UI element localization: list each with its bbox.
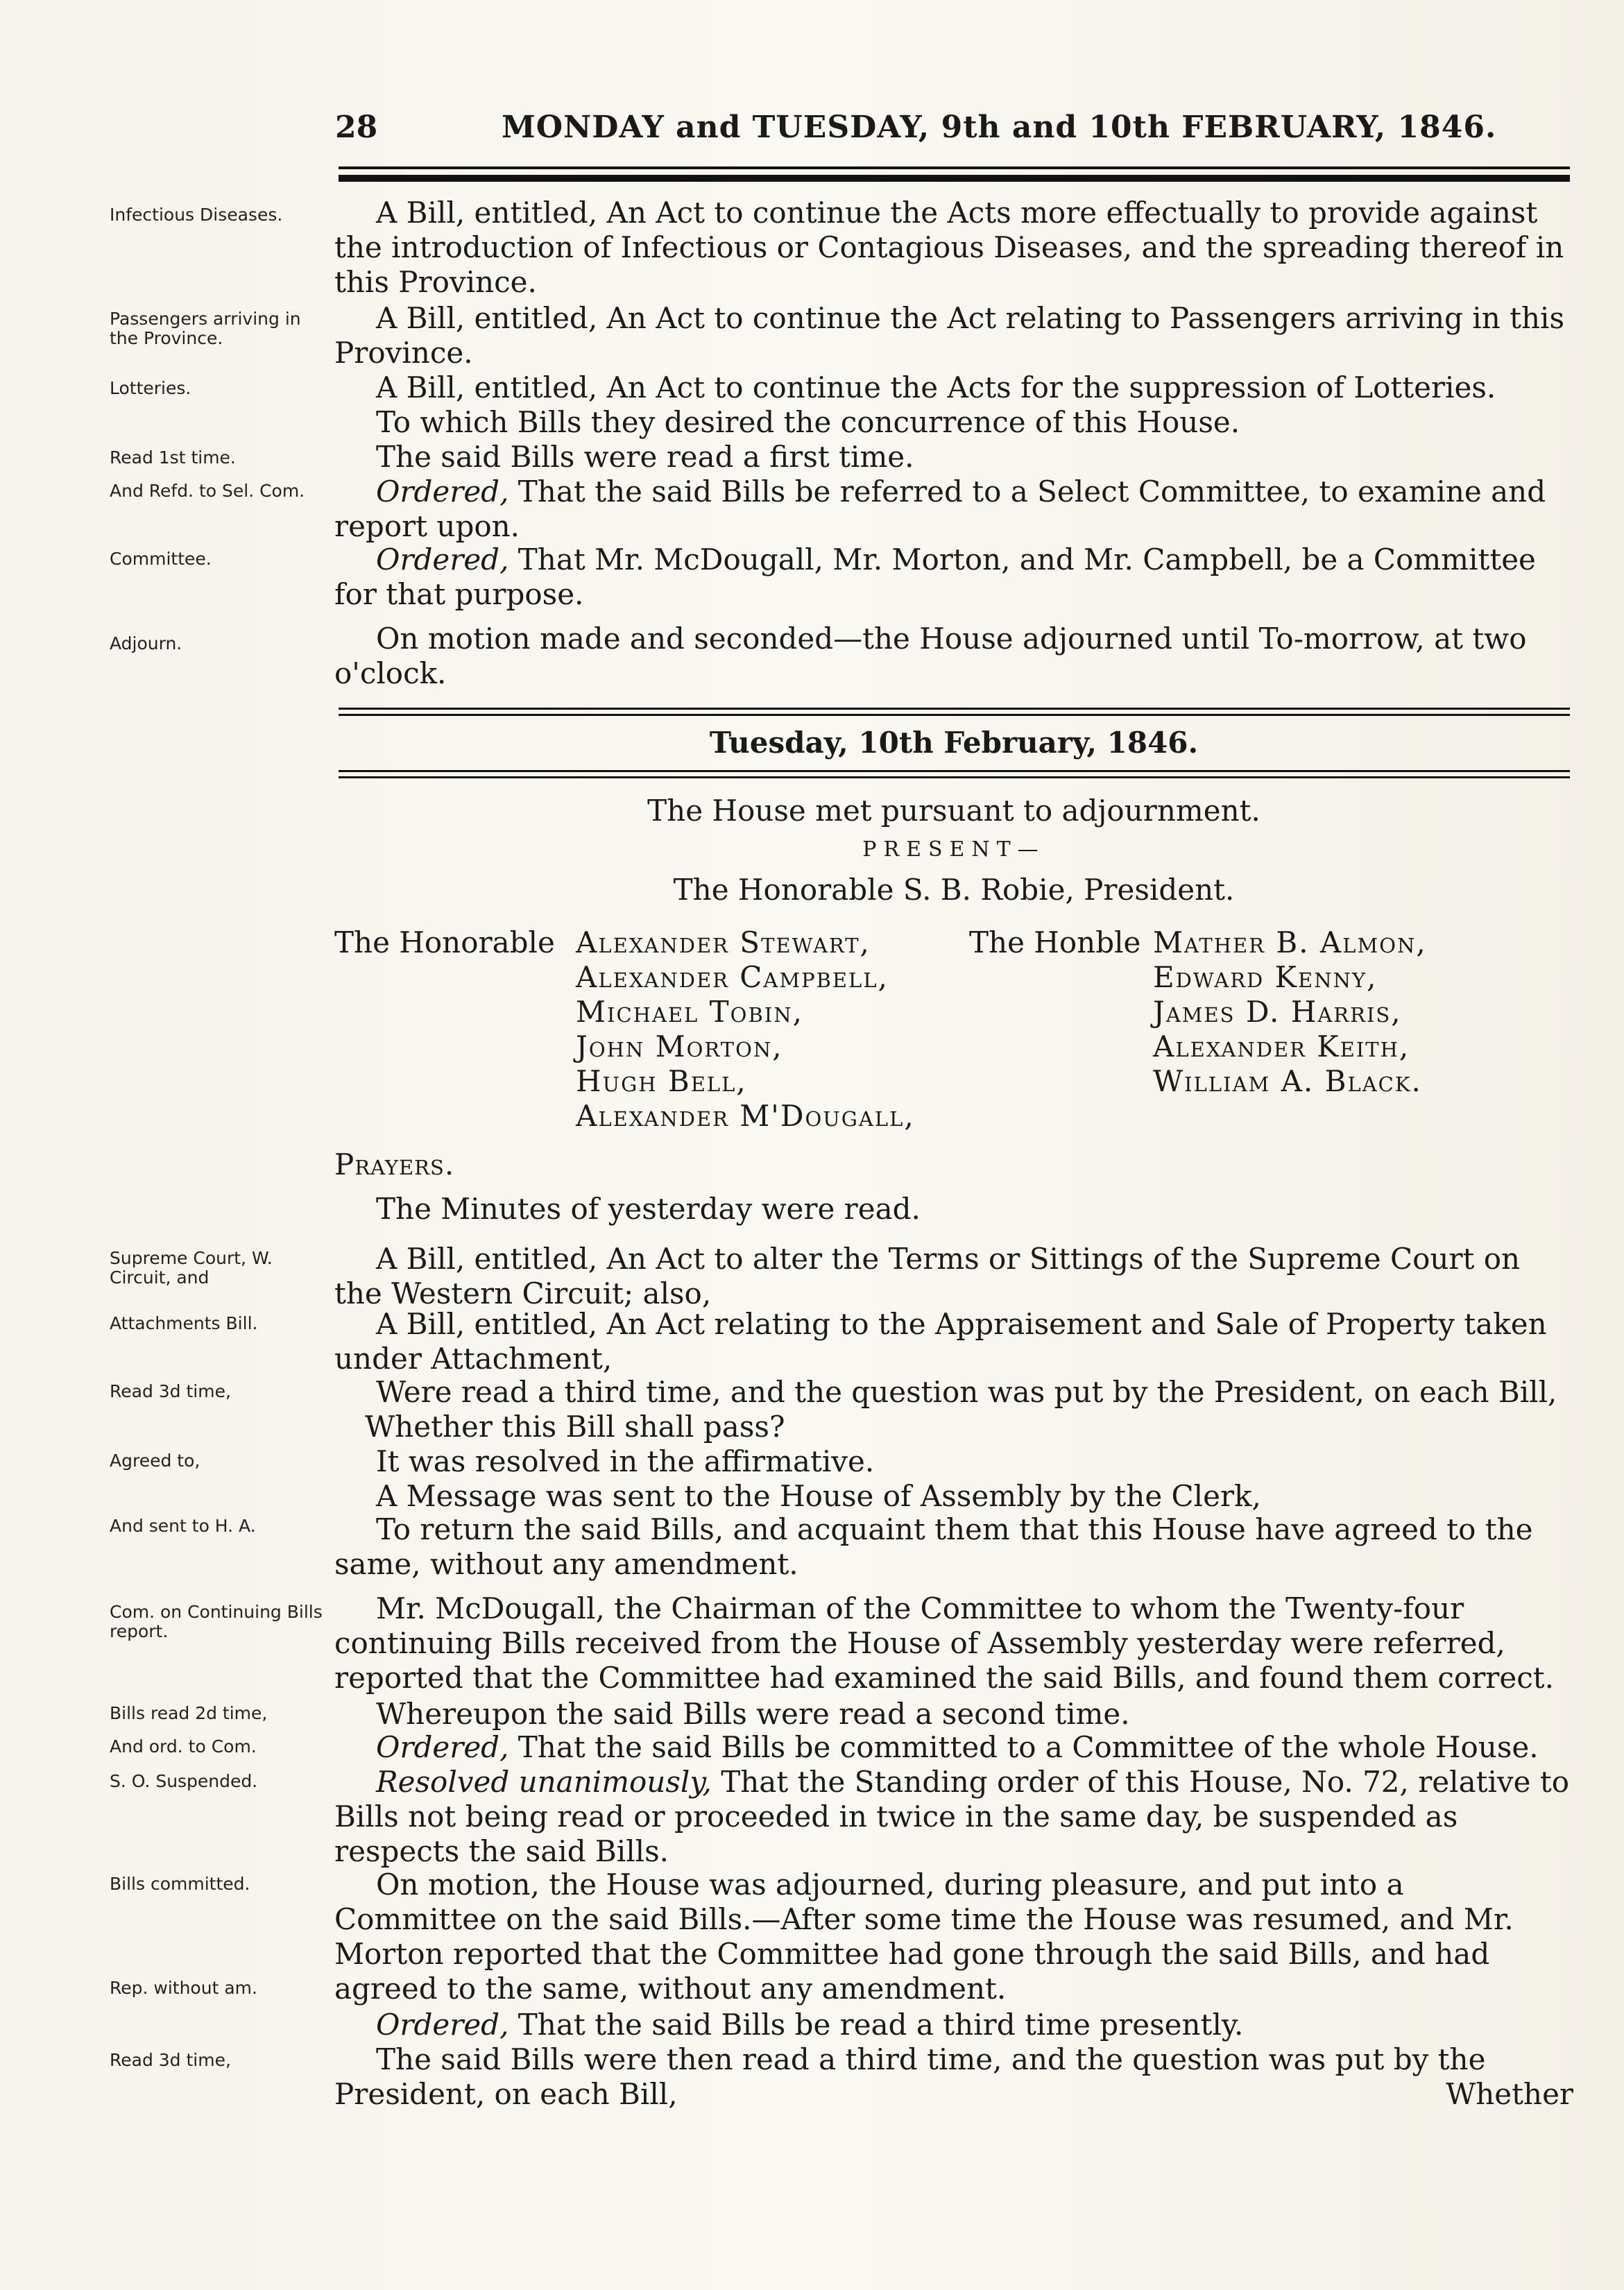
lead-word: Resolved unanimously,	[376, 1765, 712, 1799]
page-title: MONDAY and TUESDAY, 9th and 10th FEBRUARY, 1846.	[502, 110, 1497, 145]
margin-note: Supreme Court, W. Circuit, and	[110, 1248, 273, 1288]
paragraph: Resolved unanimously, That the Standing order of this House, No. 72, relative to Bills not being read or proceeded in twice in the same day, be suspended as respects the said Bills.	[334, 1765, 1570, 1868]
member-name: John Morton,	[576, 1029, 783, 1063]
member-name: Alexander Keith,	[1153, 1029, 1410, 1063]
margin-note: Attachments Bill.	[110, 1313, 258, 1333]
page-header	[335, 110, 1570, 154]
members-list	[334, 925, 1573, 1147]
prayers-line: Prayers.	[334, 1147, 455, 1181]
margin-note: Read 3d time,	[110, 1381, 231, 1401]
margin-note: Passengers arriving in the Province.	[110, 309, 301, 348]
margin-note: Com. on Continuing Bills report.	[110, 1602, 323, 1641]
paragraph: To return the said Bills, and acquaint them that this House have agreed to the same, without any amendment.	[334, 1512, 1533, 1581]
member-name: Alexander Stewart,	[576, 925, 871, 959]
paragraph: Ordered, That the said Bills be read a third time presently.	[376, 2008, 1244, 2042]
page-number: 28	[335, 110, 378, 145]
margin-note: Agreed to,	[110, 1451, 200, 1471]
catchword: Whether	[1446, 2077, 1573, 2111]
paragraph: Ordered, That the said Bills be committed to a Committee of the whole House.	[376, 1730, 1539, 1764]
margin-note: Read 3d time,	[110, 2050, 231, 2070]
header-rule	[339, 166, 1570, 182]
paragraph: A Bill, entitled, An Act to continue the Acts for the suppression of Lotteries.	[376, 370, 1496, 404]
lead-word: Ordered,	[376, 1730, 509, 1764]
members-right	[1153, 925, 1427, 1099]
minutes-line: The Minutes of yesterday were read.	[376, 1192, 921, 1226]
member-name: Alexander M'Dougall,	[576, 1099, 915, 1133]
paragraph: It was resolved in the affirmative.	[376, 1444, 875, 1478]
paragraph: Ordered, That Mr. McDougall, Mr. Morton, and Mr. Campbell, be a Committee for that purpose.	[334, 542, 1536, 611]
paragraph: The said Bills were read a first time.	[376, 440, 914, 474]
margin-note: Rep. without am.	[110, 1978, 257, 1998]
present-heading: PRESENT—	[862, 837, 1045, 862]
honorable-label: The Honorable	[334, 925, 555, 959]
lead-word: Ordered,	[376, 542, 509, 576]
lead-word: Ordered,	[376, 2008, 509, 2042]
member-name: Mather B. Almon,	[1153, 925, 1427, 959]
margin-note: Committee.	[110, 549, 212, 569]
paragraph: A Bill, entitled, An Act relating to the Appraisement and Sale of Property taken under Attachment,	[334, 1307, 1547, 1376]
members-left	[576, 925, 915, 1134]
member-name: James D. Harris,	[1153, 995, 1402, 1029]
section-rule	[339, 708, 1570, 716]
paragraph: On motion made and seconded—the House adjourned until To-morrow, at two o'clock.	[334, 622, 1527, 690]
paragraph: Mr. McDougall, the Chairman of the Committee to whom the Twenty-four continuing Bills received from the House of Assembly yesterday were referred, reported that the Committee had examined the said Bills, and found them correct.	[334, 1591, 1554, 1695]
margin-note: Read 1st time.	[110, 447, 236, 468]
met-line: The House met pursuant to adjournment.	[647, 794, 1260, 828]
margin-note: Infectious Diseases.	[110, 205, 283, 225]
margin-note: Bills read 2d time,	[110, 1703, 268, 1723]
member-name: Michael Tobin,	[576, 995, 803, 1029]
member-name: Edward Kenny,	[1153, 960, 1378, 994]
lead-word: Ordered,	[376, 475, 509, 509]
paragraph: A Bill, entitled, An Act to continue the Acts more effectually to provide against the introduction of Infectious or Contagious Diseases, and the spreading thereof in this Province.	[334, 196, 1564, 299]
paragraph: A Bill, entitled, An Act to alter the Terms or Sittings of the Supreme Court on the Western Circuit; also,	[334, 1242, 1521, 1310]
paragraph: On motion, the House was adjourned, during pleasure, and put into a Committee on the said Bills.—After some time the House was resumed, and Mr. Morton reported that the Committee had gone through the said Bills, and had agreed to the same, without any amendment.	[334, 1868, 1514, 2006]
margin-note: And ord. to Com.	[110, 1736, 257, 1757]
date-heading: Tuesday, 10th February, 1846.	[709, 726, 1199, 760]
margin-note: S. O. Suspended.	[110, 1771, 258, 1791]
paragraph: A Message was sent to the House of Assembly by the Clerk,	[376, 1479, 1261, 1513]
margin-note: Adjourn.	[110, 633, 182, 653]
president-line: The Honorable S. B. Robie, President.	[673, 873, 1235, 907]
margin-note: And Refd. to Sel. Com.	[110, 481, 305, 501]
section-rule	[339, 770, 1570, 778]
member-name: Hugh Bell,	[576, 1064, 747, 1098]
paragraph: The said Bills were then read a third time, and the question was put by the President, on each Bill,	[334, 2042, 1486, 2111]
honble-label: The Honble	[969, 925, 1141, 959]
member-name: William A. Black.	[1153, 1064, 1422, 1098]
paragraph: To which Bills they desired the concurrence of this House.	[376, 405, 1240, 439]
paragraph: Whereupon the said Bills were read a second time.	[376, 1697, 1130, 1731]
paragraph: A Bill, entitled, An Act to continue the Act relating to Passengers arriving in this Province.	[334, 301, 1565, 370]
margin-note: Lotteries.	[110, 378, 191, 398]
margin-note: Bills committed.	[110, 1874, 250, 1894]
paragraph: Ordered, That the said Bills be referred to a Select Committee, to examine and report upon.	[334, 475, 1546, 543]
member-name: Alexander Campbell,	[576, 960, 889, 994]
paragraph: Were read a third time, and the question was put by the President, on each Bill, Whether this Bill shall pass?	[365, 1375, 1557, 1444]
margin-note: And sent to H. A.	[110, 1516, 256, 1536]
